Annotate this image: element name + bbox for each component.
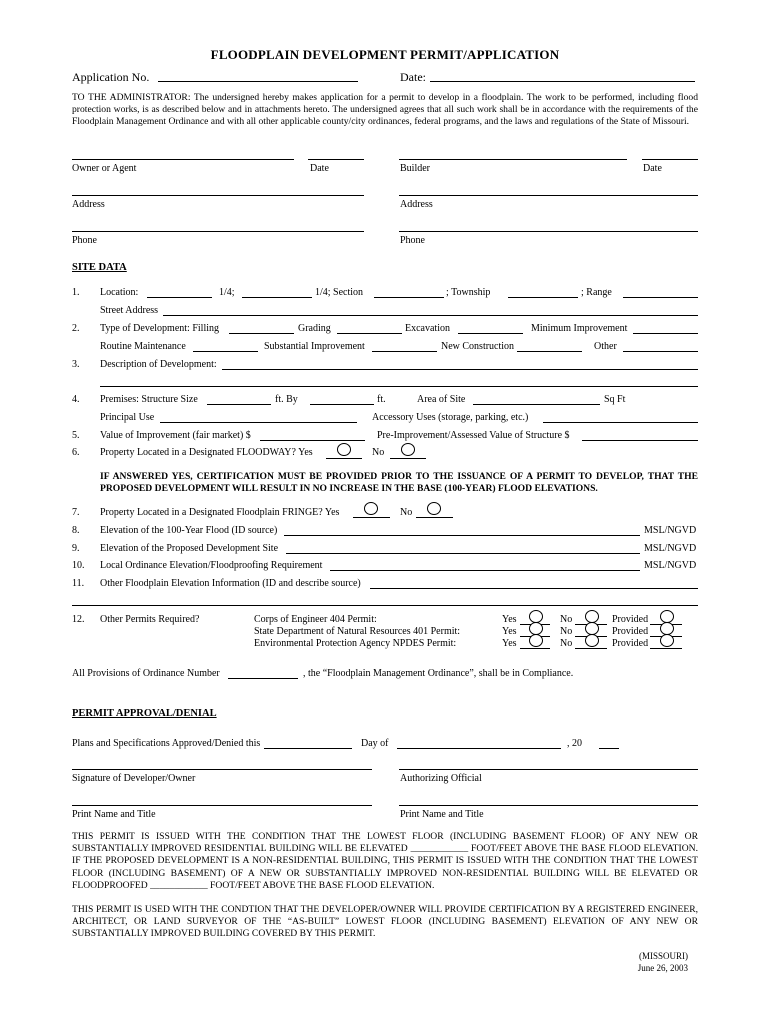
item-number: 2. <box>72 323 80 334</box>
floodway-yes-line <box>326 458 362 459</box>
owner-phone-field[interactable] <box>72 231 364 232</box>
form-title: FLOODPLAIN DEVELOPMENT PERMIT/APPLICATION <box>210 47 560 62</box>
item-number: 11. <box>72 578 85 589</box>
min-improvement-label: Minimum Improvement <box>531 323 628 334</box>
msl-label: MSL/NGVD <box>644 543 697 554</box>
corps-permit-label: Corps of Engineer 404 Permit: <box>254 614 377 625</box>
item-number: 10. <box>72 560 85 571</box>
range-label: ; Range <box>581 287 612 298</box>
site-data-heading: SITE DATA <box>72 262 127 273</box>
epa-yes-line <box>520 648 550 649</box>
street-address-field[interactable] <box>163 315 698 316</box>
corps-no-label: No <box>560 614 573 625</box>
msl-label: MSL/NGVD <box>644 560 697 571</box>
description-label: Description of Development: <box>100 359 217 370</box>
floodway-label: Property Located in a Designated FLOODWAY? Yes <box>100 447 313 458</box>
other-permits-label: Other Permits Required? <box>100 614 200 625</box>
approval-day-field[interactable] <box>264 748 352 749</box>
epa-provided-label: Provided <box>612 638 649 649</box>
item-number: 12. <box>72 614 85 625</box>
date-label: Date: <box>400 70 426 84</box>
builder-label: Builder <box>400 163 430 174</box>
provisions-prefix: All Provisions of Ordinance Number <box>72 668 220 679</box>
new-construction-label: New Construction <box>441 341 515 352</box>
msl-label: MSL/NGVD <box>644 525 697 536</box>
epa-permit-label: Environmental Protection Agency NPDES Permit: <box>254 638 457 649</box>
builder-address-label: Address <box>400 199 433 210</box>
owner-address-field[interactable] <box>72 195 364 196</box>
accessory-uses-field[interactable] <box>543 422 698 423</box>
street-address-label: Street Address <box>100 305 159 316</box>
dnr-provided-label: Provided <box>612 626 649 637</box>
range-field[interactable] <box>623 297 698 298</box>
epa-no-label: No <box>560 638 573 649</box>
excavation-label: Excavation <box>405 323 450 334</box>
date-field[interactable] <box>430 81 695 82</box>
condition-paragraph-2: THIS PERMIT IS USED WITH THE CONDTION THAT THE DEVELOPER/OWNER WILL PROVIDE CERTIFICATION BY A REGISTERED ENGINEER, ARCHITECT, OR LAND SURVEYOR OF THE “AS-BUILT” LOWEST FLOOR (INCLUDING BASEMENT) ELEVATION OF ANY NEW OR SUBSTANTIALLY IMPROVED BUILDING COVERED BY THIS PERMIT. <box>72 904 698 940</box>
builder-field[interactable] <box>399 159 627 160</box>
item-number: 3. <box>72 359 80 370</box>
value-improvement-label: Value of Improvement (fair market) $ <box>100 430 251 441</box>
builder-phone-label: Phone <box>400 235 425 246</box>
owner-address-label: Address <box>72 199 105 210</box>
item-number: 4. <box>72 394 80 405</box>
filling-field[interactable] <box>229 333 294 334</box>
epa-no-radio[interactable] <box>585 634 599 647</box>
other-info-label: Other Floodplain Elevation Information (ID and describe source) <box>100 578 361 589</box>
elevation-proposed-label: Elevation of the Proposed Development Site <box>100 543 279 554</box>
builder-phone-field[interactable] <box>399 231 698 232</box>
type-development-label: Type of Development: Filling <box>100 323 220 334</box>
owner-date-field[interactable] <box>308 159 364 160</box>
pre-improvement-field[interactable] <box>582 440 698 441</box>
elevation-100-field[interactable] <box>284 535 640 536</box>
floodway-no-line <box>390 458 426 459</box>
epa-yes-label: Yes <box>502 638 517 649</box>
elevation-100-label: Elevation of the 100-Year Flood (ID source) <box>100 525 278 536</box>
principal-use-label: Principal Use <box>100 412 155 423</box>
routine-maintenance-label: Routine Maintenance <box>100 341 186 352</box>
developer-signature-field[interactable] <box>72 769 372 770</box>
footer-state: (MISSOURI) <box>638 951 688 961</box>
fringe-yes-radio[interactable] <box>364 502 378 515</box>
value-improvement-field[interactable] <box>260 440 365 441</box>
developer-signature-label: Signature of Developer/Owner <box>72 773 196 784</box>
grading-field[interactable] <box>337 333 402 334</box>
local-ordinance-label: Local Ordinance Elevation/Floodproofing Requirement <box>100 560 323 571</box>
dnr-yes-label: Yes <box>502 626 517 637</box>
intro-paragraph: TO THE ADMINISTRATOR: The undersigned hereby makes application for a permit to develop in a floodplain. The work to be performed, including flood protection works, is as described below and in attachments hereto. The undersigned agrees that all such work shall be in accordance with the requirements of the Floodplain Management Ordinance and with all other applicable county/city ordinances, federal programs, and the laws and regulations of the State of Missouri. <box>72 92 698 128</box>
township-field[interactable] <box>508 297 578 298</box>
epa-provided-radio[interactable] <box>660 634 674 647</box>
condition-paragraph-1: THIS PERMIT IS ISSUED WITH THE CONDITION THAT THE LOWEST FLOOR (INCLUDING BASEMENT FLOOR) OF ANY NEW OR SUBSTANTIALLY IMPROVED RESIDENTIAL BUILDING WILL BE ELEVATED ____________ FOOT/FEET ABOVE THE BASE FLOOD ELEVATION. IF THE PROPOSED DEVELOPMENT IS A NON-RESIDENTIAL BUILDING, THIS PERMIT IS ISSUED WITH THE CONDITION THAT THE LOWEST FLOOR (INCLUDING BASEMENT) OF A NEW OR SUBSTANTIALLY IMPROVED NON-RESIDENTIAL BUILDING WILL BE ELEVATED OR FLOODPROOFED ____________ FOOT/FEET ABOVE THE BASE FLOOD ELEVATION. <box>72 831 698 891</box>
footer-date: June 26, 2003 <box>637 963 688 973</box>
approval-month-field[interactable] <box>397 748 561 749</box>
epa-provided-line <box>650 648 682 649</box>
quarter1-field[interactable] <box>147 297 212 298</box>
substantial-improvement-field[interactable] <box>372 351 437 352</box>
corps-provided-label: Provided <box>612 614 649 625</box>
fringe-no-radio[interactable] <box>427 502 441 515</box>
item-number: 8. <box>72 525 80 536</box>
fringe-yes-line <box>353 517 390 518</box>
description-field-2[interactable] <box>100 386 698 387</box>
ft-by-label: ft. By <box>275 394 298 405</box>
local-ordinance-field[interactable] <box>330 570 640 571</box>
builder-address-field[interactable] <box>399 195 698 196</box>
premises-label: Premises: Structure Size <box>100 394 198 405</box>
epa-yes-radio[interactable] <box>529 634 543 647</box>
accessory-uses-label: Accessory Uses (storage, parking, etc.) <box>372 412 529 423</box>
floodway-no-radio[interactable] <box>401 443 415 456</box>
provisions-suffix: , the “Floodplain Management Ordinance”, shall be in Compliance. <box>303 668 574 679</box>
official-label: Authorizing Official <box>400 773 482 784</box>
builder-date-label: Date <box>643 163 662 174</box>
ft-label: ft. <box>377 394 386 405</box>
corps-yes-label: Yes <box>502 614 517 625</box>
section-label: 1/4; Section <box>315 287 364 298</box>
official-print-label: Print Name and Title <box>400 809 484 820</box>
dnr-no-label: No <box>560 626 573 637</box>
grading-label: Grading <box>298 323 331 334</box>
official-print-field[interactable] <box>399 805 698 806</box>
owner-phone-label: Phone <box>72 235 97 246</box>
description-field[interactable] <box>222 369 698 370</box>
certification-notice: IF ANSWERED YES, CERTIFICATION MUST BE PROVIDED PRIOR TO THE ISSUANCE OF A PERMIT TO DEVELOP, THAT THE PROPOSED DEVELOPMENT WILL RESULT IN NO INCREASE IN THE BASE (100-YEAR) FLOOD ELEVATIONS. <box>100 471 698 495</box>
min-improvement-field[interactable] <box>633 333 698 334</box>
developer-print-label: Print Name and Title <box>72 809 156 820</box>
application-no-label: Application No. <box>72 70 150 84</box>
principal-use-field[interactable] <box>160 422 357 423</box>
routine-maintenance-field[interactable] <box>193 351 258 352</box>
quarter2-field[interactable] <box>242 297 312 298</box>
ordinance-number-field[interactable] <box>228 678 298 679</box>
builder-date-field[interactable] <box>642 159 698 160</box>
floodway-yes-radio[interactable] <box>337 443 351 456</box>
other-field[interactable] <box>623 351 698 352</box>
owner-date-label: Date <box>310 163 329 174</box>
official-signature-field[interactable] <box>399 769 698 770</box>
application-no-field[interactable] <box>158 81 358 82</box>
owner-label: Owner or Agent <box>72 163 137 174</box>
epa-no-line <box>575 648 607 649</box>
structure-by-field[interactable] <box>310 404 374 405</box>
location-label: Location: <box>100 287 139 298</box>
item-number: 5. <box>72 430 80 441</box>
fringe-no-label: No <box>400 507 413 518</box>
item-number: 1. <box>72 287 80 298</box>
structure-size-field[interactable] <box>207 404 271 405</box>
floodway-no-label: No <box>372 447 385 458</box>
item-number: 9. <box>72 543 80 554</box>
year-label: , 20 <box>567 738 582 749</box>
approval-year-field[interactable] <box>599 748 619 749</box>
other-label: Other <box>594 341 617 352</box>
quarter1-label: 1/4; <box>219 287 235 298</box>
owner-field[interactable] <box>72 159 294 160</box>
fringe-label: Property Located in a Designated Floodplain FRINGE? Yes <box>100 507 340 518</box>
other-info-field-2[interactable] <box>72 605 698 606</box>
plans-label: Plans and Specifications Approved/Denied this <box>72 738 261 749</box>
substantial-improvement-label: Substantial Improvement <box>264 341 365 352</box>
elevation-proposed-field[interactable] <box>286 553 640 554</box>
pre-improvement-label: Pre-Improvement/Assessed Value of Structure $ <box>377 430 570 441</box>
excavation-field[interactable] <box>458 333 523 334</box>
day-of-label: Day of <box>361 738 389 749</box>
sqft-label: Sq Ft <box>604 394 626 405</box>
item-number: 6. <box>72 447 80 458</box>
other-info-field[interactable] <box>370 588 698 589</box>
area-site-label: Area of Site <box>417 394 466 405</box>
fringe-no-line <box>416 517 453 518</box>
area-site-field[interactable] <box>473 404 600 405</box>
item-number: 7. <box>72 507 80 518</box>
developer-print-field[interactable] <box>72 805 372 806</box>
approval-heading: PERMIT APPROVAL/DENIAL <box>72 708 217 719</box>
section-field[interactable] <box>374 297 444 298</box>
new-construction-field[interactable] <box>517 351 582 352</box>
township-label: ; Township <box>446 287 491 298</box>
state-dnr-permit-label: State Department of Natural Resources 401 Permit: <box>254 626 461 637</box>
